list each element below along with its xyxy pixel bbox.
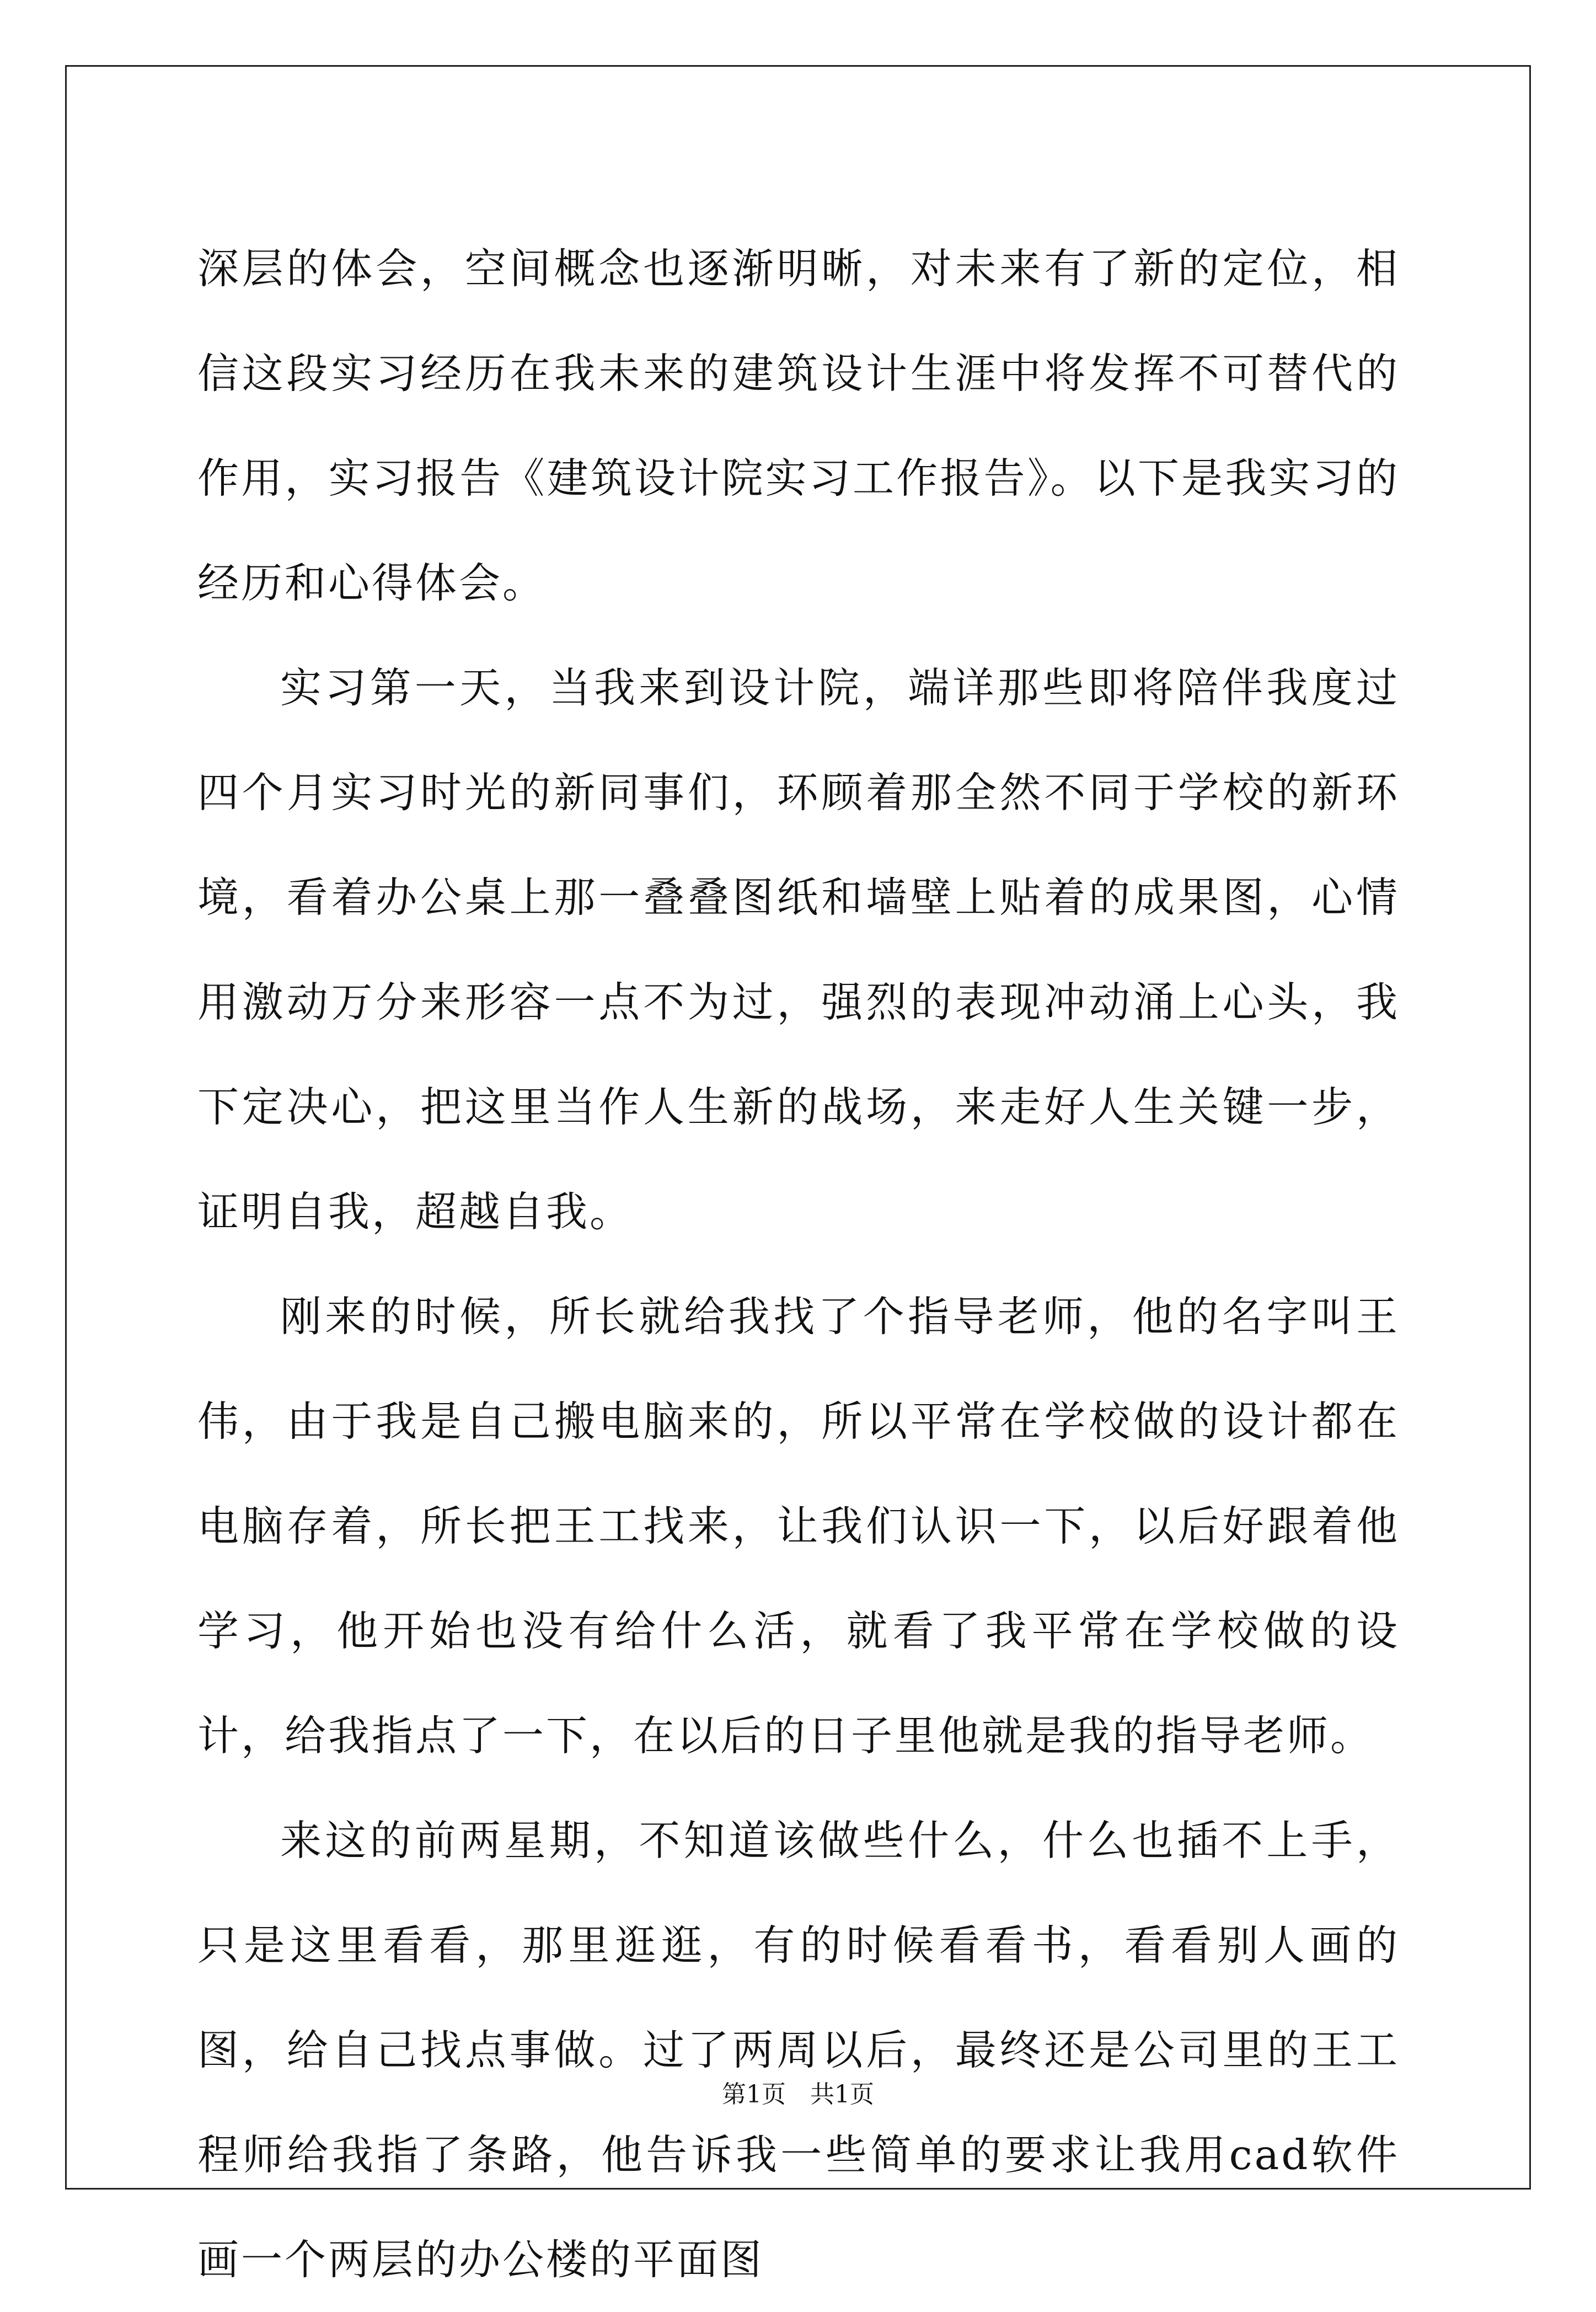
paragraph-2: 实习第一天，当我来到设计院，端详那些即将陪伴我度过四个月实习时光的新同事们，环顾着那全然不同于学校的新环境，看着办公桌上那一叠叠图纸和墙壁上贴着的成果图，心情用激动万分来形容一点不为过，强烈的表现冲动涌上心头，我下定决心，把这里当作人生新的战场，来走好人生关键一步，证明自我，超越自我。 [197,663,1400,1236]
paragraph-1: 深层的体会，空间概念也逐渐明晰，对未来有了新的定位，相信这段实习经历在我未来的建筑设计生涯中将发挥不可替代的作用，实习报告《建筑设计院实习工作报告》。以下是我实习的经历和心得体会。 [197,244,1400,607]
document-body [197,216,1400,2312]
page-footer [0,2078,1596,2111]
paragraph-4: 来这的前两星期，不知道该做些什么，什么也插不上手，只是这里看看，那里逛逛，有的时候看看书，看看别人画的图，给自己找点事做。过了两周以后，最终还是公司里的王工程师给我指了条路，他告诉我一些简单的要求让我用cad软件画一个两层的办公楼的平面图 [197,1816,1400,2284]
paragraph-3: 刚来的时候，所长就给我找了个指导老师，他的名字叫王伟，由于我是自己搬电脑来的，所以平常在学校做的设计都在电脑存着，所长把王工找来，让我们认识一下，以后好跟着他学习，他开始也没有给什么活，就看了我平常在学校做的设计，给我指点了一下，在以后的日子里他就是我的指导老师。 [197,1292,1400,1760]
page-number: 第1页 共1页 [722,2080,874,2108]
